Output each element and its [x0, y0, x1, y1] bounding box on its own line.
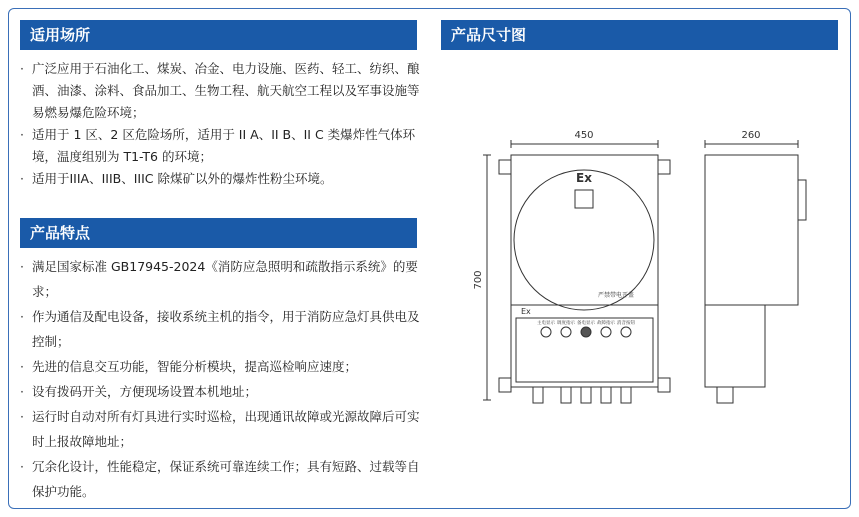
ex-mark: Ex: [576, 171, 592, 185]
enclosure-drawing-svg: [441, 60, 851, 500]
usage-item: · 广泛应用于石油化工、煤炭、冶金、电力设施、医药、轻工、纺织、酿酒、油漆、涂料、食品加工、生物工程、航天航空工程以及军事设施等易燃易爆危险环境；: [20, 58, 425, 124]
indicator-label: 消音按钮: [617, 321, 635, 326]
feature-item: · 作为通信及配电设备，接收系统主机的指令，用于消防应急灯具供电及控制；: [20, 304, 425, 354]
usage-item: · 适用于 1 区、2 区危险场所，适用于 II A、II B、II C 类爆炸性气体环境，温度组别为 T1-T6 的环境；: [20, 124, 425, 168]
feature-item: · 运行时自动对所有灯具进行实时巡检，出现通讯故障或光源故障后可实时上报故障地址；: [20, 404, 425, 454]
feature-item: · 满足国家标准 GB17945-2024《消防应急照明和疏散指示系统》的要求；: [20, 254, 425, 304]
usage-item: · 适用于IIIA、IIIB、IIIC 除煤矿以外的爆炸性粉尘环境。: [20, 168, 425, 190]
feature-item: · 冗余化设计，性能稳定，保证系统可靠连续工作；具有短路、过载等自保护功能。: [20, 454, 425, 504]
features-section-title: 产品特点: [20, 218, 417, 248]
indicator-label: 故障指示: [597, 321, 615, 326]
height-label: 700: [473, 270, 484, 290]
dimensions-section-title: 产品尺寸图: [441, 20, 838, 50]
nameplate-text: 严禁带电开盖: [597, 292, 635, 299]
dimension-drawing: [441, 60, 851, 500]
usage-list: [20, 58, 425, 190]
features-list: [20, 254, 425, 504]
indicator-label: 备电显示: [577, 321, 595, 326]
feature-item: · 先进的信息交互功能，智能分析模块，提高巡检响应速度；: [20, 354, 425, 379]
feature-item: · 设有拨码开关，方便现场设置本机地址；: [20, 379, 425, 404]
indicator-label: 调度指示: [557, 321, 575, 326]
usage-section-title: 适用场所: [20, 20, 417, 50]
width-label: 450: [574, 130, 594, 141]
depth-label: 260: [741, 130, 761, 141]
panel-ex-mark: Ex: [521, 307, 531, 316]
indicator-label: 主电显示: [537, 321, 555, 326]
